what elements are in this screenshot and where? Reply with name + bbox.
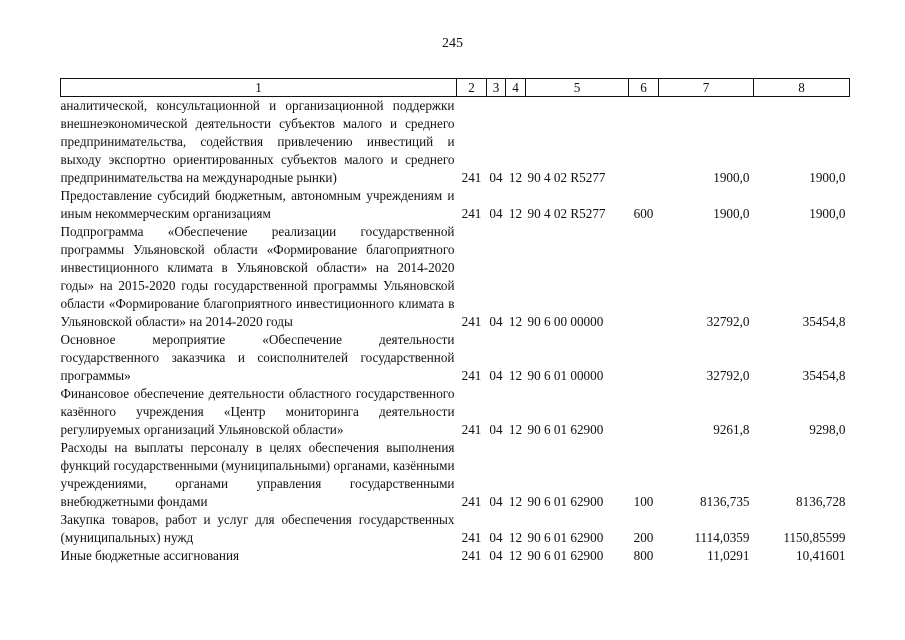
row-csr: 90 6 01 62900 — [527, 422, 604, 437]
row-name: Основное мероприятие «Обеспечение деятельности государственного заказчика и соисполнителей государственной программы» — [60, 332, 455, 383]
row-csr: 90 6 01 62900 — [527, 530, 604, 545]
row-amount-1: 32792,0 — [706, 368, 750, 383]
row-vr — [629, 331, 659, 385]
row-name: Закупка товаров, работ и услуг для обеспечения государственных (муниципальных) нужд — [60, 512, 455, 545]
table-row — [61, 511, 850, 547]
row-amount-1: 32792,0 — [706, 314, 750, 329]
row-amount-2: 35454,8 — [802, 368, 846, 383]
column-header: 5 — [526, 79, 629, 97]
row-amount-2: 9298,0 — [809, 422, 846, 437]
column-header: 4 — [506, 79, 526, 97]
row-amount-2: 35454,8 — [802, 314, 846, 329]
row-name: Расходы на выплаты персоналу в целях обеспечения выполнения функций государственными (муниципальными) органами, казёнными учреждениями, органами управления государственными внебюджетными фондами — [60, 440, 455, 509]
column-header: 7 — [659, 79, 754, 97]
table-row — [61, 97, 850, 188]
row-name: Финансовое обеспечение деятельности областного государственного казённого учреждения «Центр мониторинга деятельности регулируемых организаций Ульяновской области» — [60, 386, 455, 437]
row-rz: 04 — [489, 548, 503, 563]
column-header: 8 — [754, 79, 850, 97]
row-csr: 90 6 01 00000 — [527, 368, 604, 383]
column-header: 3 — [487, 79, 506, 97]
row-ved: 241 — [461, 206, 482, 221]
row-rz: 04 — [489, 206, 503, 221]
row-vr — [629, 223, 659, 331]
row-pr: 12 — [508, 494, 523, 509]
row-pr: 12 — [508, 170, 523, 185]
row-pr: 12 — [508, 530, 523, 545]
row-rz: 04 — [489, 314, 503, 329]
row-csr: 90 6 00 00000 — [527, 314, 604, 329]
row-csr: 90 6 01 62900 — [527, 548, 604, 563]
row-amount-2: 1900,0 — [809, 206, 846, 221]
table-row — [61, 187, 850, 223]
row-name: аналитической, консультационной и организационной поддержки внешнеэкономической деятельности субъектов малого и среднего предпринимательства, содействия привлечению инвестиций и выходу экспортно ориентированных субъектов малого и среднего предпринимательства на международные рынки) — [60, 98, 455, 185]
column-number-row — [61, 79, 850, 97]
table-row — [61, 439, 850, 511]
row-pr: 12 — [508, 548, 523, 563]
row-vr — [629, 385, 659, 439]
page-number: 245 — [442, 36, 463, 51]
row-rz: 04 — [489, 422, 503, 437]
row-amount-1: 11,0291 — [707, 548, 750, 563]
row-csr: 90 4 02 R5277 — [527, 170, 606, 185]
row-pr: 12 — [508, 422, 523, 437]
table-row — [61, 223, 850, 331]
row-name: Иные бюджетные ассигнования — [60, 548, 240, 563]
table-row — [61, 547, 850, 565]
budget-table — [60, 78, 850, 565]
row-vr: 100 — [633, 494, 654, 509]
row-ved: 241 — [461, 494, 482, 509]
row-pr: 12 — [508, 206, 523, 221]
row-csr: 90 6 01 62900 — [527, 494, 604, 509]
row-amount-1: 1114,0359 — [694, 530, 750, 545]
row-ved: 241 — [461, 548, 482, 563]
row-rz: 04 — [489, 170, 503, 185]
row-vr: 200 — [633, 530, 654, 545]
row-rz: 04 — [489, 368, 503, 383]
row-name: Предоставление субсидий бюджетным, автономным учреждениям и иным некоммерческим организациям — [60, 188, 455, 221]
column-header: 6 — [629, 79, 659, 97]
row-amount-2: 1150,85599 — [783, 530, 846, 545]
table-row — [61, 385, 850, 439]
row-rz: 04 — [489, 494, 503, 509]
row-amount-1: 8136,735 — [700, 494, 750, 509]
row-rz: 04 — [489, 530, 503, 545]
row-vr — [629, 97, 659, 188]
row-ved: 241 — [461, 170, 482, 185]
table-row — [61, 331, 850, 385]
row-amount-2: 8136,728 — [796, 494, 846, 509]
column-header: 1 — [61, 79, 457, 97]
row-ved: 241 — [461, 314, 482, 329]
row-name: Подпрограмма «Обеспечение реализации государственной программы Ульяновской области «Формирование благоприятного инвестиционного климата в Ульяновской области» на 2014-2020 годы» на 2015-2020 годы государственной программы Ульяновской области «Формирование благоприятного инвестиционного климата в Ульяновской области» на 2014-2020 годы — [60, 224, 455, 329]
row-amount-1: 1900,0 — [713, 206, 750, 221]
row-amount-1: 1900,0 — [713, 170, 750, 185]
row-amount-1: 9261,8 — [713, 422, 750, 437]
row-amount-2: 10,41601 — [796, 548, 846, 563]
row-pr: 12 — [508, 314, 523, 329]
row-ved: 241 — [461, 530, 482, 545]
column-header: 2 — [457, 79, 487, 97]
row-vr: 600 — [633, 206, 654, 221]
row-ved: 241 — [461, 422, 482, 437]
row-csr: 90 4 02 R5277 — [527, 206, 606, 221]
row-amount-2: 1900,0 — [809, 170, 846, 185]
row-vr: 800 — [633, 548, 654, 563]
row-ved: 241 — [461, 368, 482, 383]
row-pr: 12 — [508, 368, 523, 383]
